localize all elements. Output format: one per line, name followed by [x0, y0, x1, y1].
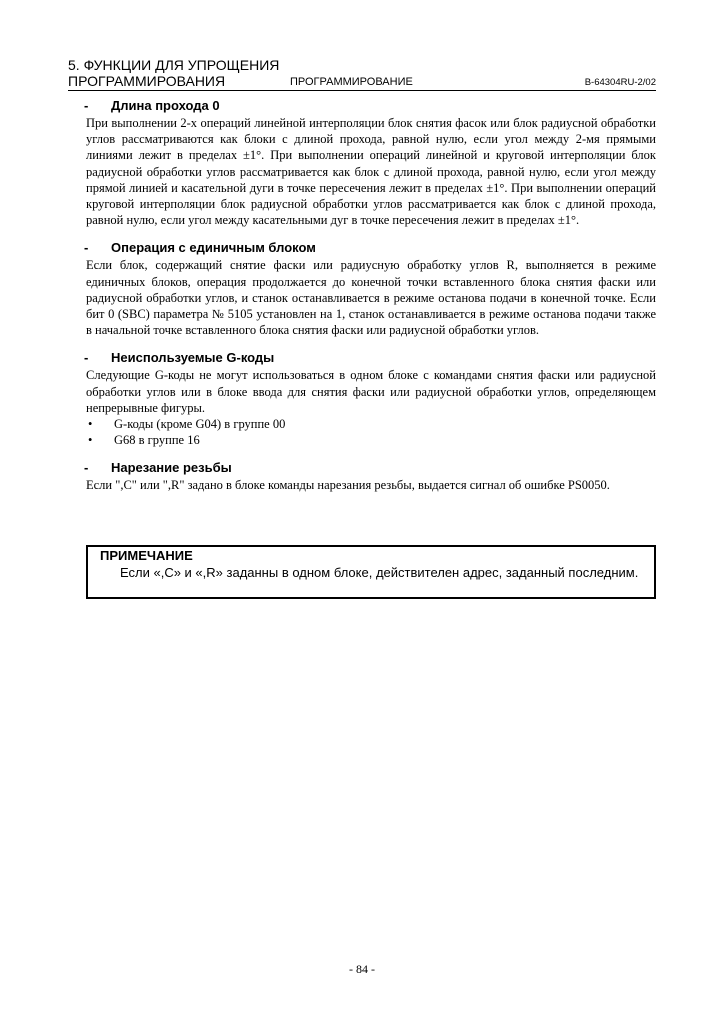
note-box	[86, 545, 656, 599]
list-item	[86, 416, 656, 432]
bullet-icon: •	[88, 417, 93, 432]
section-paragraph: Если блок, содержащий снятие фаски или радиусную обработку углов R, выполняется в режиме единичных блоков, операция продолжается до конечной точки вставленного блока снятия фаски или радиусной обработки углов, и станок останавливается в режиме останова подачи в конечной точке. Если бит 0 (SBC) параметра № 5105 установлен на 1, станок останавливается в режиме останова подачи также в начальной точке вставленного блока снятия фаски или радиусной обработки углов.	[86, 258, 656, 338]
document-code: B-64304RU-2/02	[584, 77, 656, 88]
section-paragraph: Следующие G-коды не могут использоваться в одном блоке с командами снятия фаски или радиусной обработки углов или в блоке ввода для снятия фаски или радиусной обработки углов, определяющем непрерывные фигуры.	[86, 368, 656, 415]
chapter-title	[68, 57, 308, 89]
header-divider	[68, 90, 656, 91]
note-text: Если «,C» и «,R» заданны в одном блоке, действителен адрес, заданный последним.	[120, 565, 639, 580]
list-item	[86, 432, 656, 448]
heading-dash: -	[84, 350, 89, 366]
list-item-text: G68 в группе 16	[114, 433, 200, 448]
bullet-icon: •	[88, 433, 93, 448]
section-unused-gcodes	[86, 350, 656, 448]
heading-text: Неиспользуемые G-коды	[111, 350, 275, 366]
section-name: ПРОГРАММИРОВАНИЕ	[290, 76, 413, 88]
note-title: ПРИМЕЧАНИЕ	[100, 548, 193, 563]
page-header	[68, 57, 656, 91]
heading-dash: -	[84, 240, 89, 256]
section-heading	[86, 460, 656, 476]
list-item-text: G-коды (кроме G04) в группе 00	[114, 417, 286, 432]
section-paragraph: При выполнении 2-х операций линейной интерполяции блок снятия фасок или блок радиусной обработки углов рассматриваются как блоки с длиной прохода, равной нулю, если угол между 2-мя прямыми линиями лежит в пределах ±1°. При выполнении операций линейной и круговой интерполяции блок радиусной обработки углов рассматривается как блок с длиной прохода, равной нулю, если угол между прямой линией и касательной дуги в точке пересечения лежит в пределах ±1°. При выполнении операций круговой интерполяции блок радиусной обработки углов рассматривается как блок с длиной прохода, равной нулю, если угол между касательными дуг в точке пересечения лежит в пределах ±1°.	[86, 116, 656, 228]
section-zero-length	[86, 98, 656, 228]
section-paragraph: Если ",C" или ",R" задано в блоке команды нарезания резьбы, выдается сигнал об ошибке PS0050.	[86, 478, 610, 493]
heading-text: Нарезание резьбы	[111, 460, 232, 476]
section-heading	[86, 240, 656, 256]
gcode-list	[86, 416, 656, 448]
page-number: - 84 -	[349, 962, 375, 976]
chapter-title-line1: 5. ФУНКЦИИ ДЛЯ УПРОЩЕНИЯ	[68, 57, 280, 73]
heading-text: Длина прохода 0	[111, 98, 220, 113]
main-content	[86, 98, 656, 506]
section-heading	[86, 98, 656, 114]
section-single-block	[86, 240, 656, 338]
heading-dash: -	[84, 460, 89, 476]
heading-text: Операция с единичным блоком	[111, 240, 316, 256]
section-heading	[86, 350, 656, 366]
heading-dash: -	[84, 98, 89, 113]
chapter-title-line2: ПРОГРАММИРОВАНИЯ	[68, 73, 226, 89]
section-threading	[86, 460, 656, 493]
